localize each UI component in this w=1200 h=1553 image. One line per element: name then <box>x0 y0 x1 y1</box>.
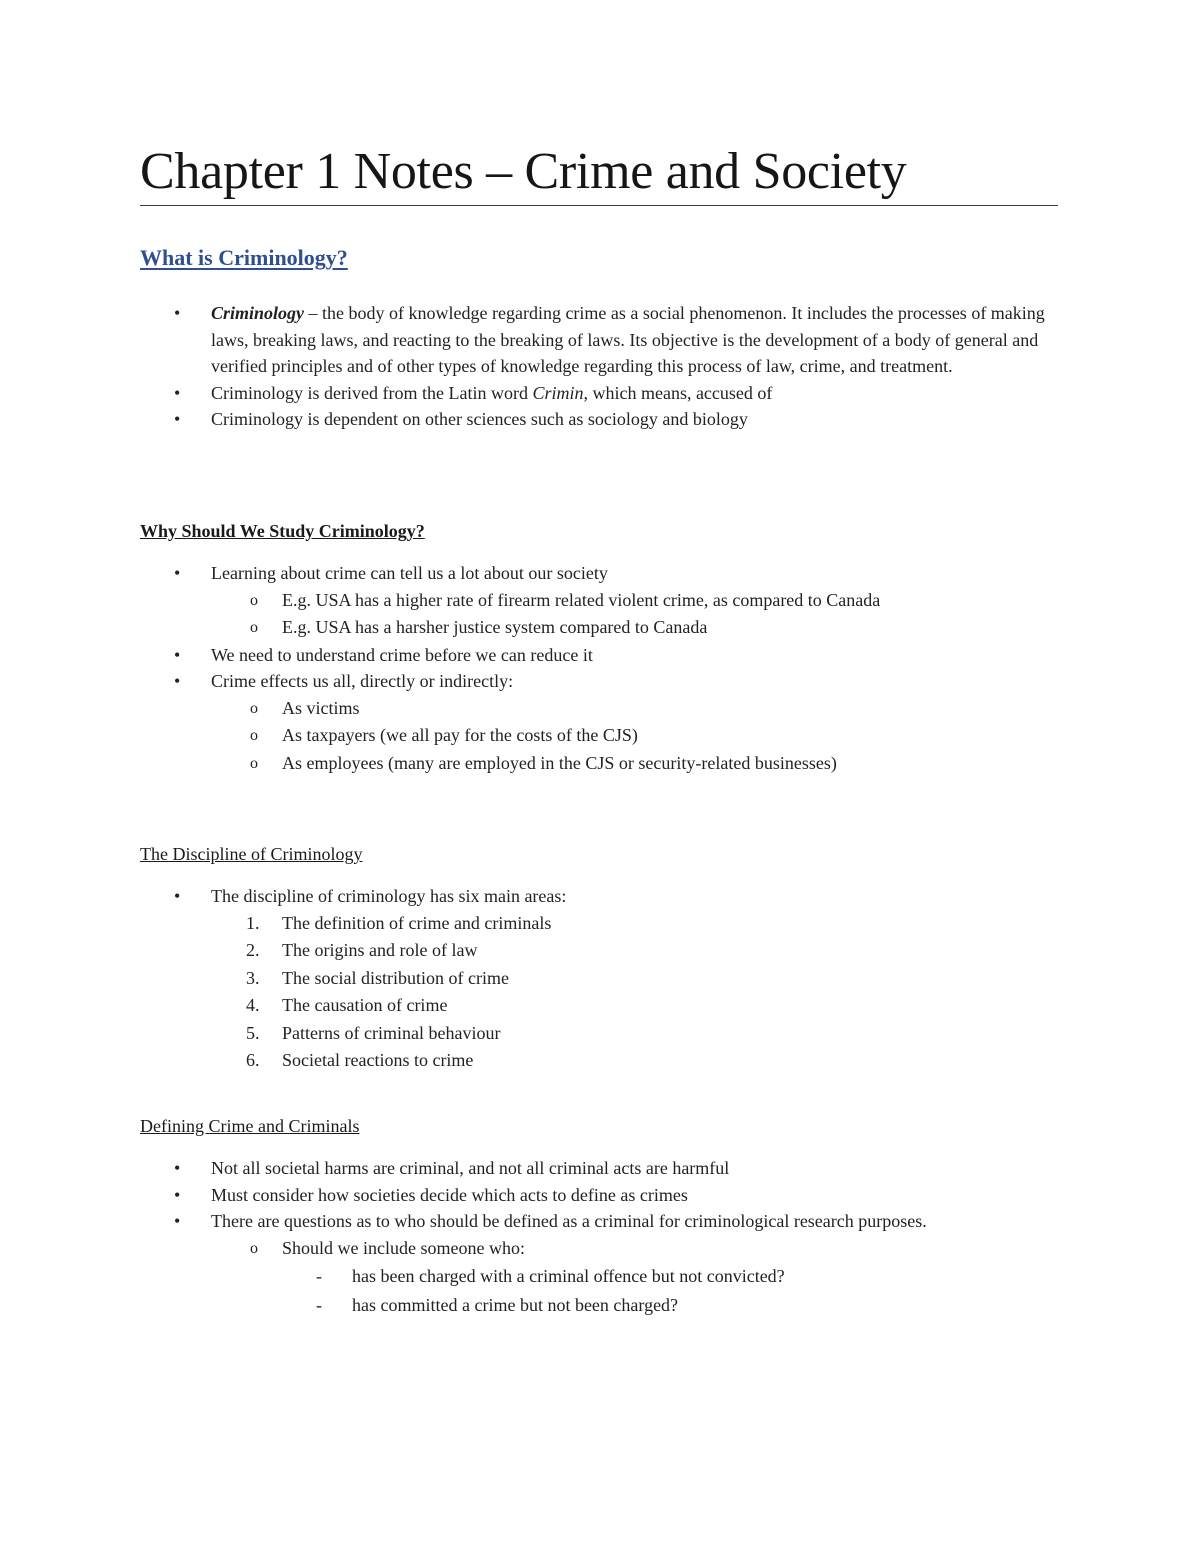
sub-bullet-icon: o <box>250 591 258 609</box>
bullet-icon: • <box>174 563 181 583</box>
section-defining <box>140 1114 1070 1320</box>
item-number: 5. <box>246 1022 260 1043</box>
sub-list-item <box>140 587 1070 615</box>
bullet-icon: • <box>174 886 181 906</box>
list-item <box>140 380 1070 407</box>
latin-word: Crimin <box>532 382 584 403</box>
numbered-list <box>140 910 1070 1075</box>
bullet-icon: • <box>174 382 181 403</box>
dash-icon: - <box>316 1295 322 1315</box>
dash-icon: - <box>316 1266 322 1286</box>
sub-sub-list-item <box>140 1291 1070 1320</box>
sub-bullet-icon: o <box>250 619 258 636</box>
text: Should we include someone who: <box>282 1237 525 1258</box>
text: Societal reactions to crime <box>282 1050 474 1070</box>
sub-list-item <box>140 750 1070 778</box>
text: has been charged with a criminal offence but not convicted? <box>352 1266 785 1286</box>
bullet-icon: • <box>174 644 181 665</box>
text: The discipline of criminology has six main areas: <box>211 886 567 906</box>
text: , which means, accused of <box>583 382 773 403</box>
list-item <box>140 668 1070 695</box>
section-what-is-criminology <box>140 244 1070 433</box>
sub-bullet-icon: o <box>250 699 258 717</box>
sub-sub-list-item <box>140 1262 1070 1291</box>
section-heading: The Discipline of Criminology <box>140 844 363 864</box>
text: Patterns of criminal behaviour <box>282 1022 501 1043</box>
text: Crime effects us all, directly or indirectly: <box>211 671 514 691</box>
numbered-item <box>140 965 1070 993</box>
bullet-list <box>140 560 1070 777</box>
text: Criminology is derived from the Latin word <box>211 382 533 403</box>
text: The origins and role of law <box>282 940 478 960</box>
bullet-icon: • <box>174 1184 181 1205</box>
sub-list-item <box>140 722 1070 750</box>
sub-bullet-icon: o <box>250 1239 258 1257</box>
numbered-item <box>140 1047 1070 1075</box>
page-title: Chapter 1 Notes – Crime and Society <box>140 140 1058 206</box>
bullet-icon: • <box>174 671 181 691</box>
section-discipline <box>140 842 1070 1075</box>
sub-bullet-icon: o <box>250 727 258 744</box>
numbered-item <box>140 1020 1070 1048</box>
text: There are questions as to who should be defined as a criminal for criminological research purposes. <box>211 1211 927 1231</box>
list-item <box>140 300 1070 380</box>
bullet-list <box>140 883 1070 910</box>
text: has committed a crime but not been charged? <box>352 1295 679 1315</box>
definition-text: – the body of knowledge regarding crime as a social phenomenon. It includes the processes of making laws, breaking laws, and reacting to the breaking of laws. Its objective is the development of a body of general and verified principles and of other types of knowledge regarding this process of law, crime, and treatment. <box>211 303 1045 376</box>
text: Must consider how societies decide which acts to define as crimes <box>211 1184 688 1205</box>
item-number: 4. <box>246 995 260 1015</box>
section-why-study <box>140 519 1070 777</box>
bullet-list <box>140 1155 1070 1320</box>
sub-bullet-icon: o <box>250 754 258 772</box>
item-number: 3. <box>246 967 260 988</box>
text: E.g. USA has a higher rate of firearm related violent crime, as compared to Canada <box>282 589 881 610</box>
bullet-list <box>140 300 1070 433</box>
text: E.g. USA has a harsher justice system compared to Canada <box>282 617 708 637</box>
list-item <box>140 642 1070 669</box>
text: The causation of crime <box>282 995 448 1015</box>
list-item <box>140 883 1070 910</box>
list-item <box>140 560 1070 587</box>
item-number: 2. <box>246 940 260 960</box>
sub-list-item <box>140 614 1070 642</box>
text: As taxpayers (we all pay for the costs of the CJS) <box>282 725 638 745</box>
list-item <box>140 406 1070 433</box>
term: Criminology <box>211 303 305 323</box>
text: We need to understand crime before we can reduce it <box>211 644 593 665</box>
bullet-icon: • <box>174 1158 181 1178</box>
section-heading: Why Should We Study Criminology? <box>140 521 425 541</box>
text: As employees (many are employed in the CJS or security-related businesses) <box>282 752 837 773</box>
sub-list-item <box>140 695 1070 723</box>
item-number: 1. <box>246 912 260 933</box>
text: Criminology is dependent on other sciences such as sociology and biology <box>211 409 748 429</box>
text: As victims <box>282 697 360 718</box>
section-heading: Defining Crime and Criminals <box>140 1116 360 1136</box>
item-number: 6. <box>246 1050 260 1070</box>
sub-list-item <box>140 1235 1070 1263</box>
list-item <box>140 1182 1070 1209</box>
text: The social distribution of crime <box>282 967 509 988</box>
section-heading: What is Criminology? <box>140 245 348 270</box>
bullet-icon: • <box>174 303 181 323</box>
numbered-item <box>140 992 1070 1020</box>
text: Learning about crime can tell us a lot about our society <box>211 563 608 583</box>
text: The definition of crime and criminals <box>282 912 552 933</box>
list-item <box>140 1155 1070 1182</box>
numbered-item <box>140 910 1070 938</box>
text: Not all societal harms are criminal, and not all criminal acts are harmful <box>211 1158 730 1178</box>
list-item <box>140 1208 1070 1235</box>
bullet-icon: • <box>174 1211 181 1231</box>
numbered-item <box>140 937 1070 965</box>
bullet-icon: • <box>174 409 181 429</box>
